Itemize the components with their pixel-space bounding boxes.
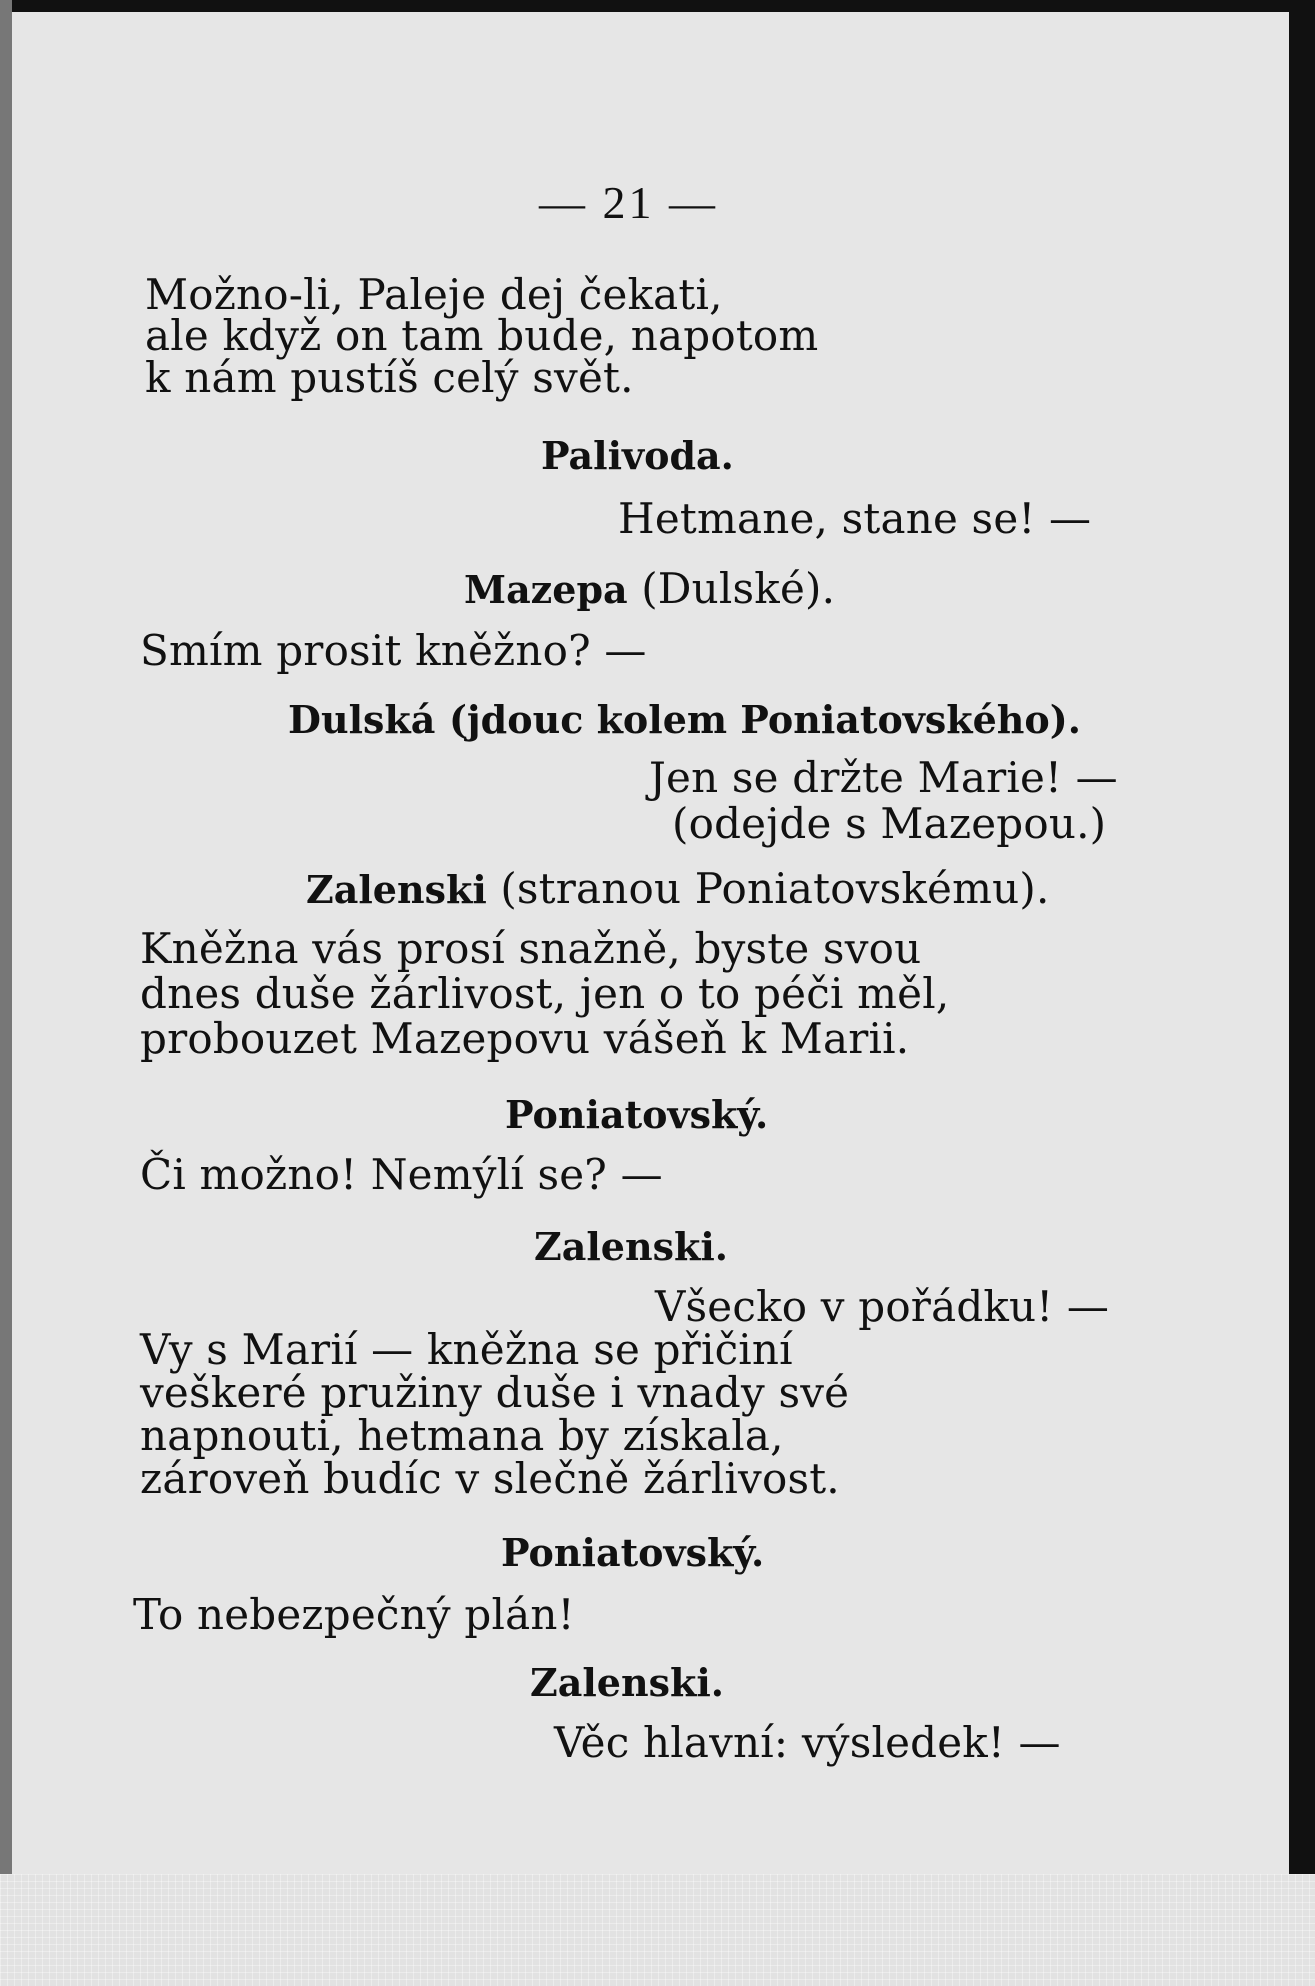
text-line: zároveň budíc v slečně žárlivost. <box>140 1454 840 1503</box>
speaker-name: Poniatovský. <box>501 1530 765 1575</box>
text-line: probouzet Mazepovu vášeň k Marii. <box>140 1014 910 1063</box>
text-line: (odejde s Mazepou.) <box>672 799 1107 848</box>
speaker-line <box>464 564 836 613</box>
page-number: — 21 — <box>539 177 718 228</box>
text-line: To nebezpečný plán! <box>133 1590 575 1639</box>
speaker-name: Zalenski. <box>530 1660 724 1705</box>
text-line: Možno-li, Paleje dej čekati, <box>145 270 723 319</box>
text-line: Kněžna vás prosí snažně, byste svou <box>140 924 922 973</box>
stage-direction: (stranou Poniatovskému). <box>500 864 1050 913</box>
stage-direction: (Dulské). <box>641 564 836 613</box>
text-line: Všecko v pořádku! — <box>655 1282 1110 1331</box>
text-line: Či možno! Nemýlí se? — <box>140 1150 663 1199</box>
text-line: Jen se držte Marie! — <box>649 753 1118 802</box>
text-line: dnes duše žárlivost, jen o to péči měl, <box>140 969 950 1018</box>
scan-background <box>0 1874 1315 1986</box>
scan-left-border <box>0 0 12 1874</box>
text-line: Vy s Marií — kněžna se přičiní <box>140 1325 793 1374</box>
text-line: k nám pustíš celý svět. <box>145 353 634 402</box>
speaker-name: Dulská <box>288 697 436 742</box>
scan-right-border <box>1289 0 1315 1874</box>
speaker-name: Mazepa <box>464 567 628 612</box>
speaker-line <box>306 864 1050 913</box>
speaker-name: Zalenski. <box>534 1224 728 1269</box>
speaker-name: Palivoda. <box>541 433 734 478</box>
text-line: Hetmane, stane se! — <box>618 494 1092 543</box>
speaker-name: Poniatovský. <box>505 1092 769 1137</box>
speaker-name: Zalenski <box>306 867 487 912</box>
scan-top-border <box>0 0 1315 12</box>
text-line: Věc hlavní: výsledek! — <box>554 1718 1061 1767</box>
text-line: ale když on tam bude, napotom <box>145 311 819 360</box>
stage-direction: (jdouc kolem Poniatovského). <box>448 697 1081 742</box>
text-line: napnouti, hetmana by získala, <box>140 1411 784 1460</box>
text-line: Smím prosit kněžno? — <box>140 626 647 675</box>
text-line: veškeré pružiny duše i vnady své <box>140 1368 850 1417</box>
book-page <box>12 12 1289 1874</box>
speaker-line <box>288 698 1081 740</box>
